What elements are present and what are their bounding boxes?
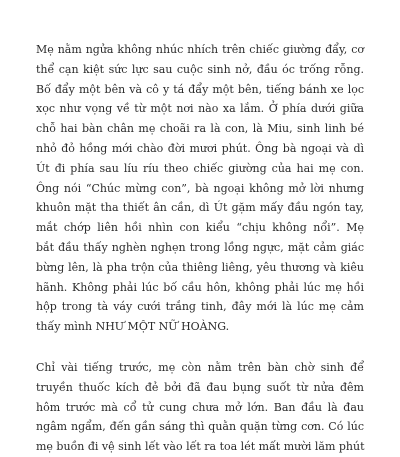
text-line: hôm trước mà cổ tử cung chưa mở lớn. Ban đầu là đau <box>36 400 364 414</box>
text-line: ngâm ngẩm, đến gần sáng thì quằn quặn từng cơn. Có lúc <box>36 420 364 434</box>
paragraph-2 <box>36 358 364 457</box>
text-line: thể cạn kiệt sức lực sau cuộc sinh nở, đầu óc trống rỗng. <box>36 62 364 76</box>
text-line: Chỉ vài tiếng trước, mẹ còn nằm trên bàn chờ sinh để <box>36 360 364 374</box>
text-line: Mẹ nằm ngửa không nhúc nhích trên chiếc giường đẩy, cơ <box>36 43 364 56</box>
paragraph-1 <box>36 40 364 337</box>
text-line: mắt chớp liên hồi nhìn con kiểu “chịu không nổi”. Mẹ <box>36 221 364 235</box>
text-line: xọc như vọng về từ một nơi nào xa lắm. Ở phía dưới giữa <box>36 102 364 116</box>
text-line: Bố đẩy một bên và cô y tá đẩy một bên, tiếng bánh xe lọc <box>36 82 364 96</box>
text-line: thấy mình NHƯ MỘT NỮ HOÀNG. <box>36 320 230 334</box>
text-line: nhỏ đỏ hồng mới chào đời mươi phút. Ông bà ngoại và dì <box>36 141 364 155</box>
text-line: hãnh. Không phải lúc bố cầu hôn, không phải lúc mẹ hồi <box>36 280 364 294</box>
text-line: mẹ buồn đi vệ sinh lết vào lết ra toa lét mất mười lăm phút <box>36 440 365 454</box>
text-line: bắt đầu thấy nghèn nghẹn trong lồng ngực, mặt cảm giác <box>36 240 364 254</box>
text-line: chỗ hai bàn chân mẹ choãi ra là con, là Miu, sinh linh bé <box>36 122 364 136</box>
text-line: Út đi phía sau líu ríu theo chiếc giường của hai mẹ con. <box>36 161 364 175</box>
text-line: Ông nói “Chúc mừng con”, bà ngoại không mở lời nhưng <box>36 181 364 195</box>
text-line: bừng lên, là pha trộn của thiêng liêng, yêu thương và kiêu <box>36 260 364 274</box>
text-line: hộp trong tà váy cưới trắng tinh, đây mới là lúc mẹ cảm <box>36 300 364 314</box>
text-line: khuôn mặt tha thiết ân cần, dì Út gặm mấy đầu ngón tay, <box>36 201 364 215</box>
text-line: truyền thuốc kích đẻ bởi đã đau bụng suốt từ nửa đêm <box>36 380 364 394</box>
